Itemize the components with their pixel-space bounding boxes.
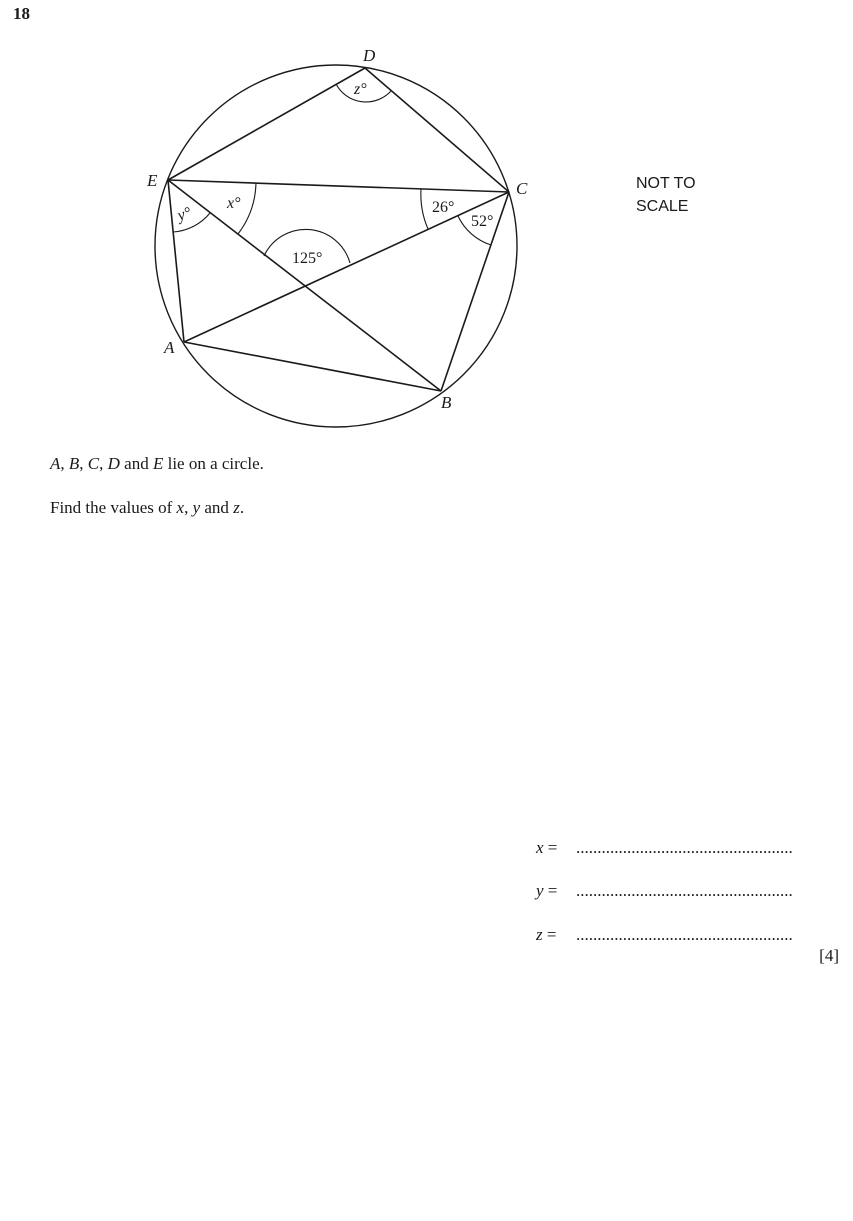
answer-row-y — [536, 881, 806, 903]
answer-line-x[interactable]: ................................................... — [576, 838, 793, 857]
angle-label-52: 52° — [471, 213, 494, 230]
point-B: B — [68, 454, 80, 473]
answer-label-y — [536, 881, 557, 901]
point-label-D: D — [363, 46, 376, 65]
answer-row-z — [536, 925, 806, 947]
chord-AC — [184, 192, 509, 342]
point-label-B: B — [441, 393, 452, 412]
not-to-scale-note — [636, 172, 696, 218]
question-number: 18 — [13, 4, 30, 23]
note-line-1: NOT TO — [636, 175, 696, 192]
separator: , — [184, 498, 193, 517]
point-label-E: E — [147, 171, 158, 190]
and-text: and — [119, 454, 153, 473]
var-y: y — [192, 498, 201, 517]
chord-DC — [365, 68, 509, 192]
statement-points-on-circle: A, B, C, D and E lie on a circle. — [50, 454, 264, 473]
angle-label-x: x° — [227, 195, 241, 212]
answer-var-x: x — [536, 838, 544, 857]
answer-var-y: y — [536, 881, 544, 900]
separator: and — [200, 498, 234, 517]
period: . — [239, 498, 245, 517]
lie-on-circle-text: lie on a circle. — [163, 454, 264, 473]
point-label-A: A — [164, 338, 175, 357]
answer-line-z[interactable]: ................................................... — [576, 925, 793, 944]
equals-sign: = — [543, 838, 558, 857]
point-A: A — [50, 454, 61, 473]
angle-label-26: 26° — [432, 199, 455, 216]
answer-var-z: z — [536, 925, 543, 944]
angle-label-y: y° — [175, 204, 194, 225]
angle-label-z: z° — [354, 81, 367, 98]
chord-AB — [184, 342, 441, 391]
answer-line-y[interactable]: ................................................... — [576, 881, 793, 900]
point-C: C — [87, 454, 100, 473]
chord-EB — [168, 180, 441, 391]
var-x: x — [176, 498, 185, 517]
equals-sign: = — [542, 925, 557, 944]
equals-sign: = — [543, 881, 558, 900]
marks-total: [4] — [819, 946, 839, 965]
chord-EC — [168, 180, 509, 192]
arc-x — [238, 183, 256, 234]
find-text: Find the values of — [50, 498, 177, 517]
statement-find-values — [50, 498, 244, 518]
angle-label-125: 125° — [292, 250, 323, 267]
point-label-C: C — [516, 179, 528, 198]
answer-row-x — [536, 838, 806, 860]
circle — [155, 65, 517, 427]
arc-26 — [421, 189, 428, 229]
chord-ED — [168, 68, 365, 180]
circle-diagram — [0, 0, 853, 440]
var-z: z — [233, 498, 240, 517]
answer-label-z — [536, 925, 556, 945]
answer-label-x — [536, 838, 557, 858]
point-D: D — [107, 454, 120, 473]
point-E: E — [152, 454, 164, 473]
note-line-2: SCALE — [636, 198, 689, 215]
